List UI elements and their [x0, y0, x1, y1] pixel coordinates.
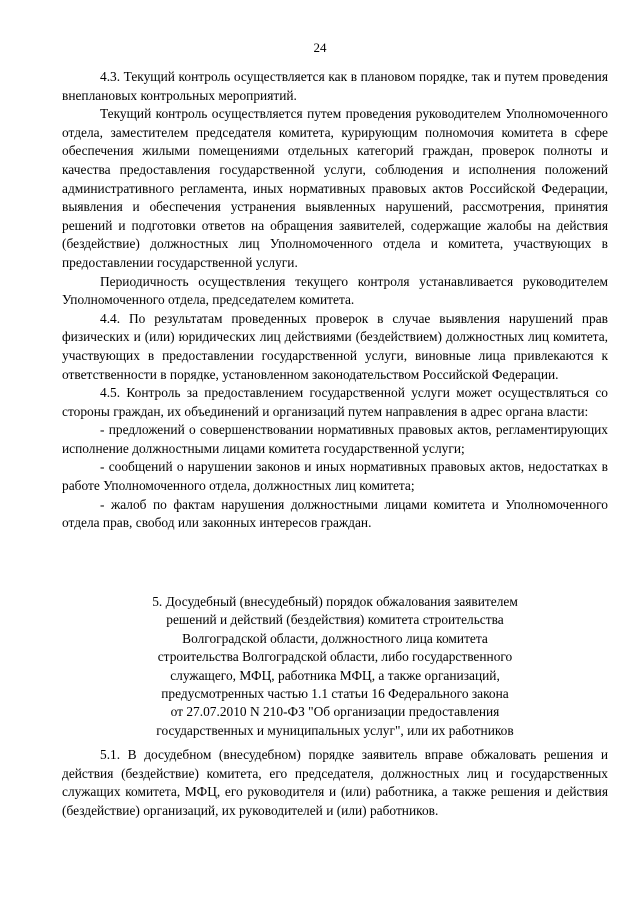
paragraph-current-control: Текущий контроль осуществляется путем проведения руководителем Уполномоченного отдела, заместителем председателя комитета, курирующим полномочия комитета в сфере обеспечения жилыми помещениями отдельных категорий граждан, проверок полноты и качества предоставления государственной услуги, соблюдения и исполнения положений административного регламента, иных нормативных правовых актов Российской Федерации, выявления и обеспечения устранения выявленных нарушений, рассмотрения, принятия решений и подготовки ответов на обращения заявителей, содержащие жалобы на действия (бездействие) должностных лиц Уполномоченного отдела и комитета, участвующих в предоставлении государственной услуги. [62, 106, 608, 270]
heading-line: от 27.07.2010 N 210-ФЗ "Об организации предоставления [170, 704, 500, 720]
page-number: 24 [313, 40, 327, 55]
section-5-heading [62, 593, 608, 740]
section-5-text [62, 746, 608, 820]
section-4-text [62, 68, 608, 533]
paragraph-periodicity: Периодичность осуществления текущего контроля устанавливается руководителем Уполномоченного отдела, председателем комитета. [62, 273, 608, 308]
paragraph-5-1: 5.1. В досудебном (внесудебном) порядке заявитель вправе обжаловать решения и действия (бездействие) комитета, его председателя, должностных лиц и государственных служащих комитета, МФЦ, его руководителя и (или) работника, а также решения и действия (бездействие) организаций, их руководителей и (или) работников. [62, 747, 608, 818]
heading-line: 5. Досудебный (внесудебный) порядок обжалования заявителем [152, 594, 518, 609]
heading-line: строительства Волгоградской области, либо государственного [157, 649, 513, 665]
paragraph-4-5: 4.5. Контроль за предоставлением государственной услуги может осуществляться со стороны граждан, их объединений и организаций путем направления в адрес органа власти: [62, 385, 608, 419]
heading-line: Волгоградской области, должностного лица комитета [182, 630, 488, 646]
heading-line: предусмотренных частью 1.1 статьи 16 Федерального закона [161, 686, 509, 702]
list-item-reports: - сообщений о нарушении законов и иных нормативных правовых актов, недостатках в работе Уполномоченного отдела, должностных лиц комитета; [62, 459, 608, 494]
list-item-complaints: - жалоб по фактам нарушения должностными лицами комитета и Уполномоченного отдела прав, свобод или законных интересов граждан. [62, 496, 608, 531]
paragraph-4-3: 4.3. Текущий контроль осуществляется как в плановом порядке, так и путем проведения внеплановых контрольных мероприятий. [62, 69, 608, 103]
paragraph-4-4: 4.4. По результатам проведенных проверок в случае выявления нарушений прав физических и (или) юридических лиц действиями (бездействием) должностных лиц комитета, участвующих в предоставлении государственной услуги, виновные лица привлекаются к ответственности в порядке, установленном законодательством Российской Федерации. [62, 310, 608, 382]
heading-line: решений и действий (бездействия) комитета строительства [166, 612, 504, 628]
heading-line: служащего, МФЦ, работника МФЦ, а также организаций, [170, 667, 500, 683]
heading-line: государственных и муниципальных услуг", или их работников [156, 722, 514, 738]
list-item-proposals: - предложений о совершенствовании нормативных правовых актов, регламентирующих исполнение должностными лицами комитета государственной услуги; [62, 422, 608, 456]
